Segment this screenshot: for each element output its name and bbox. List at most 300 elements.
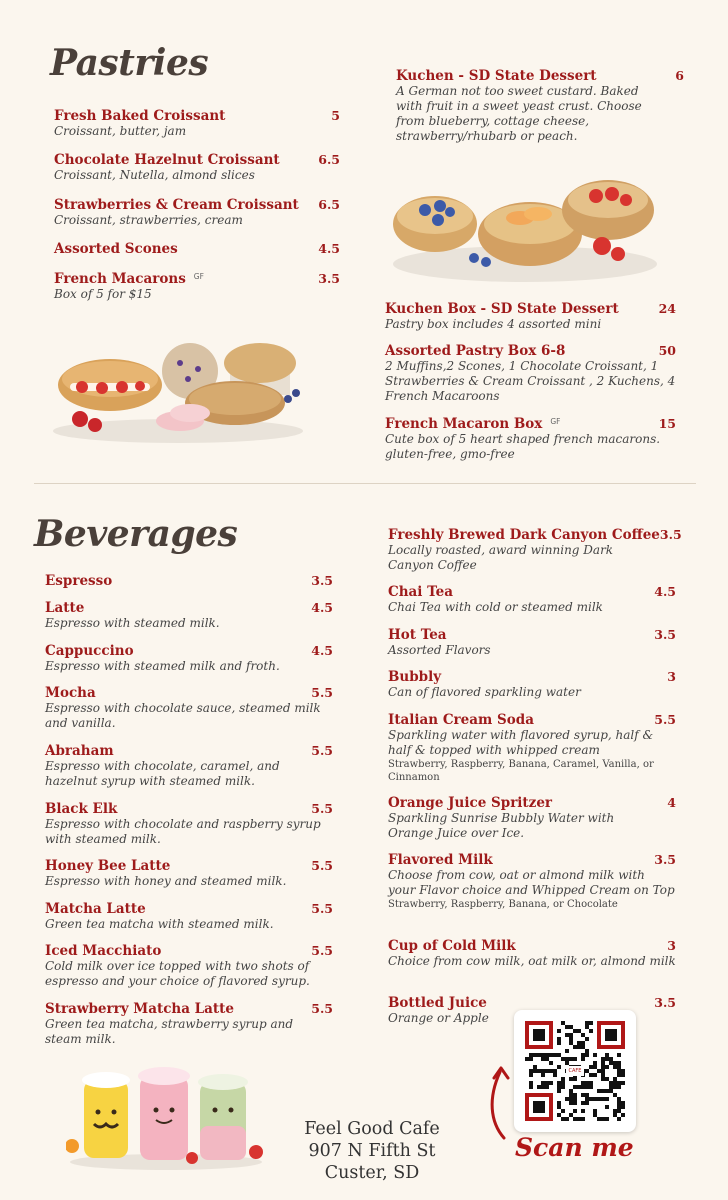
item-desc: Box of 5 for $15 <box>54 287 152 301</box>
item-desc: Croissant, butter, jam <box>54 124 187 138</box>
qr-module <box>537 1117 541 1121</box>
qr-module <box>557 1101 561 1105</box>
qr-module <box>597 1033 601 1037</box>
qr-module <box>565 1061 569 1065</box>
qr-module <box>569 1101 573 1105</box>
qr-module <box>569 1077 573 1081</box>
qr-module <box>601 1069 605 1073</box>
menu-item <box>54 108 340 139</box>
menu-item <box>45 858 333 889</box>
item-name: Kuchen Box - SD State Dessert <box>385 301 619 317</box>
qr-module <box>601 1073 605 1077</box>
item-desc: Choice from cow milk, oat milk or, almond milk <box>388 954 676 968</box>
qr-module <box>597 1037 601 1041</box>
qr-module <box>617 1097 621 1101</box>
qr-module <box>541 1105 545 1109</box>
qr-module <box>549 1025 553 1029</box>
qr-module <box>589 1029 593 1033</box>
qr-module <box>617 1081 621 1085</box>
qr-module <box>525 1105 529 1109</box>
item-desc: Espresso with honey and steamed milk. <box>45 874 287 888</box>
item-name: Orange Juice Spritzer <box>388 795 553 811</box>
qr-module <box>609 1021 613 1025</box>
qr-module <box>573 1109 577 1113</box>
qr-module <box>621 1069 625 1073</box>
qr-module <box>545 1021 549 1025</box>
qr-module <box>573 1117 577 1121</box>
qr-module <box>613 1113 617 1117</box>
item-price: 5.5 <box>311 901 333 916</box>
item-name: French Macarons $^{GF}$ <box>54 271 204 287</box>
qr-module <box>561 1057 565 1061</box>
qr-module <box>613 1081 617 1085</box>
qr-module <box>621 1081 625 1085</box>
qr-module <box>605 1097 609 1101</box>
qr-module <box>541 1037 545 1041</box>
qr-module <box>601 1089 605 1093</box>
qr-module <box>589 1021 593 1025</box>
qr-module <box>581 1101 585 1105</box>
qr-module <box>585 1101 589 1105</box>
city-state: Custer, SD <box>324 1163 420 1183</box>
item-options: Strawberry, Raspberry, Banana, Caramel, Vanilla, or Cinnamon <box>388 759 654 783</box>
qr-module <box>525 1117 529 1121</box>
qr-module <box>589 1081 593 1085</box>
qr-module <box>569 1037 573 1041</box>
item-name: Bubbly <box>388 669 442 685</box>
menu-item <box>388 669 676 700</box>
qr-module <box>589 1073 593 1077</box>
qr-module <box>549 1041 553 1045</box>
qr-module <box>553 1069 557 1073</box>
qr-module <box>617 1021 621 1025</box>
qr-module <box>545 1045 549 1049</box>
menu-item <box>388 795 676 841</box>
qr-module <box>557 1089 561 1093</box>
qr-module <box>597 1097 601 1101</box>
item-desc: Orange or Apple <box>388 1011 489 1025</box>
qr-module <box>545 1085 549 1089</box>
menu-item <box>54 197 340 228</box>
qr-module <box>617 1045 621 1049</box>
qr-module <box>537 1053 541 1057</box>
item-name: Chai Tea <box>388 584 453 600</box>
item-name: Bottled Juice <box>388 995 487 1011</box>
qr-module <box>549 1045 553 1049</box>
menu-item <box>45 643 333 674</box>
qr-module <box>549 1033 553 1037</box>
item-name: Mocha <box>45 685 96 701</box>
qr-module <box>613 1085 617 1089</box>
qr-module <box>541 1029 545 1033</box>
qr-module <box>557 1029 561 1033</box>
qr-module <box>597 1069 601 1073</box>
qr-module <box>597 1029 601 1033</box>
qr-caption: CAFE <box>566 1066 584 1076</box>
item-price: 3 <box>667 669 676 684</box>
menu-item <box>385 343 676 404</box>
arrow-icon <box>484 1062 518 1142</box>
item-price: 5.5 <box>654 712 676 727</box>
qr-module <box>529 1093 533 1097</box>
qr-module <box>533 1065 537 1069</box>
item-price: 3.5 <box>311 573 333 588</box>
qr-module <box>585 1025 589 1029</box>
qr-module <box>609 1061 613 1065</box>
qr-module <box>565 1097 569 1101</box>
qr-module <box>529 1045 533 1049</box>
qr-module <box>533 1045 537 1049</box>
qr-module <box>545 1057 549 1061</box>
qr-module <box>557 1065 561 1069</box>
item-price: 5.5 <box>311 685 333 700</box>
qr-module <box>621 1021 625 1025</box>
item-price: 4.5 <box>318 241 340 256</box>
scan-me-label: Scan me <box>515 1133 634 1162</box>
item-desc: Sparkling Sunrise Bubbly Water with Orange Juice over Ice. <box>388 811 615 840</box>
menu-item <box>388 584 676 615</box>
qr-module <box>537 1029 541 1033</box>
qr-module <box>541 1085 545 1089</box>
qr-module <box>549 1101 553 1105</box>
qr-module <box>537 1109 541 1113</box>
item-desc: Green tea matcha, strawberry syrup and steam milk. <box>45 1017 294 1046</box>
qr-module <box>605 1033 609 1037</box>
qr-module <box>529 1021 533 1025</box>
qr-module <box>529 1073 533 1077</box>
qr-module <box>557 1105 561 1109</box>
qr-module <box>621 1113 625 1117</box>
qr-module <box>573 1093 577 1097</box>
item-price: 4.5 <box>311 600 333 615</box>
qr-module <box>569 1041 573 1045</box>
qr-module <box>569 1089 573 1093</box>
item-name: Italian Cream Soda <box>388 712 534 728</box>
qr-module <box>585 1097 589 1101</box>
qr-module <box>617 1061 621 1065</box>
item-price: 5 <box>331 108 340 123</box>
qr-module <box>585 1093 589 1097</box>
qr-module <box>581 1033 585 1037</box>
qr-code[interactable] <box>514 1010 636 1132</box>
qr-module <box>561 1117 565 1121</box>
qr-module <box>617 1085 621 1089</box>
qr-module <box>589 1065 593 1069</box>
qr-module <box>593 1065 597 1069</box>
item-desc: Cute box of 5 heart shaped french macarons. gluten-free, gmo-free <box>385 432 661 461</box>
qr-module <box>605 1029 609 1033</box>
qr-module <box>541 1109 545 1113</box>
qr-module <box>585 1037 589 1041</box>
qr-module <box>613 1045 617 1049</box>
qr-module <box>605 1021 609 1025</box>
qr-module <box>569 1093 573 1097</box>
qr-module <box>573 1045 577 1049</box>
qr-module <box>593 1113 597 1117</box>
qr-module <box>621 1101 625 1105</box>
item-desc: A German not too sweet custard. Baked with fruit in a sweet yeast crust. Choose from blueberry, cottage cheese, strawberry/rhubarb or peach. <box>396 84 642 143</box>
qr-module <box>605 1077 609 1081</box>
pastries-image <box>50 335 306 445</box>
qr-module <box>581 1045 585 1049</box>
qr-module <box>537 1101 541 1105</box>
qr-module <box>525 1101 529 1105</box>
qr-module <box>529 1053 533 1057</box>
qr-module <box>569 1025 573 1029</box>
menu-item <box>54 271 340 302</box>
item-desc: Assorted Flavors <box>388 643 491 657</box>
qr-module <box>561 1081 565 1085</box>
item-price: 3.5 <box>654 852 676 867</box>
qr-module <box>525 1045 529 1049</box>
qr-module <box>573 1057 577 1061</box>
qr-module <box>613 1033 617 1037</box>
qr-module <box>585 1049 589 1053</box>
qr-module <box>529 1057 533 1061</box>
qr-module <box>549 1053 553 1057</box>
qr-module <box>529 1085 533 1089</box>
qr-module <box>557 1085 561 1089</box>
item-price: 24 <box>658 301 676 316</box>
item-desc: Locally roasted, award winning Dark Canyon Coffee <box>388 543 614 572</box>
qr-module <box>541 1053 545 1057</box>
item-price: 4 <box>667 795 676 810</box>
qr-module <box>613 1093 617 1097</box>
qr-module <box>557 1081 561 1085</box>
qr-module <box>585 1081 589 1085</box>
menu-item <box>45 901 333 932</box>
qr-module <box>581 1085 585 1089</box>
menu-item <box>385 416 676 462</box>
item-price: 4.5 <box>654 584 676 599</box>
qr-module <box>565 1033 569 1037</box>
qr-module <box>605 1045 609 1049</box>
qr-module <box>601 1117 605 1121</box>
qr-module <box>549 1069 553 1073</box>
item-name: Cup of Cold Milk <box>388 938 516 954</box>
item-price: 3.5 <box>318 271 340 286</box>
qr-module <box>549 1093 553 1097</box>
cafe-address <box>292 1118 452 1184</box>
qr-module <box>529 1069 533 1073</box>
qr-module <box>593 1097 597 1101</box>
qr-module <box>581 1109 585 1113</box>
menu-item <box>45 1001 333 1047</box>
qr-module <box>541 1081 545 1085</box>
qr-module <box>609 1081 613 1085</box>
item-price: 5.5 <box>311 743 333 758</box>
qr-module <box>533 1029 537 1033</box>
qr-module <box>581 1081 585 1085</box>
qr-module <box>605 1053 609 1057</box>
qr-module <box>545 1053 549 1057</box>
qr-module <box>621 1029 625 1033</box>
qr-module <box>549 1037 553 1041</box>
qr-module <box>573 1101 577 1105</box>
qr-module <box>585 1069 589 1073</box>
qr-module <box>541 1069 545 1073</box>
qr-module <box>561 1077 565 1081</box>
item-name: Honey Bee Latte <box>45 858 171 874</box>
qr-module <box>525 1025 529 1029</box>
qr-module <box>621 1073 625 1077</box>
qr-module <box>549 1029 553 1033</box>
qr-module <box>597 1041 601 1045</box>
qr-module <box>525 1093 529 1097</box>
qr-module <box>597 1045 601 1049</box>
item-desc: Pastry box includes 4 assorted mini <box>385 317 602 331</box>
qr-module <box>561 1085 565 1089</box>
pastries-title: Pastries <box>50 42 209 84</box>
qr-module <box>609 1057 613 1061</box>
qr-module <box>593 1053 597 1057</box>
qr-module <box>585 1085 589 1089</box>
item-price: 5.5 <box>311 1001 333 1016</box>
qr-module <box>617 1101 621 1105</box>
qr-module <box>525 1113 529 1117</box>
qr-module <box>621 1025 625 1029</box>
item-desc: Can of flavored sparkling water <box>388 685 581 699</box>
qr-module <box>601 1077 605 1081</box>
qr-module <box>605 1037 609 1041</box>
qr-module <box>617 1117 621 1121</box>
qr-module <box>533 1037 537 1041</box>
qr-module <box>601 1065 605 1069</box>
menu-item <box>388 527 682 573</box>
item-name: Chocolate Hazelnut Croissant <box>54 152 280 168</box>
qr-module <box>621 1037 625 1041</box>
qr-module <box>549 1117 553 1121</box>
gf-badge: GF <box>550 417 561 426</box>
qr-module <box>621 1041 625 1045</box>
qr-module <box>553 1073 557 1077</box>
item-name: Assorted Pastry Box 6-8 <box>385 343 566 359</box>
qr-module <box>577 1029 581 1033</box>
qr-module <box>621 1045 625 1049</box>
qr-module <box>525 1033 529 1037</box>
qr-module <box>565 1049 569 1053</box>
qr-module <box>613 1077 617 1081</box>
qr-module <box>529 1117 533 1121</box>
menu-item <box>388 852 676 911</box>
qr-module <box>605 1105 609 1109</box>
qr-module <box>561 1109 565 1113</box>
qr-module <box>581 1057 585 1061</box>
item-desc: Choose from cow, oat or almond milk with your Flavor choice and Whipped Cream on Top <box>388 868 675 897</box>
qr-module <box>549 1061 553 1065</box>
qr-module <box>533 1105 537 1109</box>
qr-module <box>573 1085 577 1089</box>
item-desc: 2 Muffins,2 Scones, 1 Chocolate Croissant, 1 Strawberries & Cream Croissant , 2 Kuchens, 4 French Macaroons <box>385 359 676 403</box>
qr-module <box>525 1097 529 1101</box>
qr-module <box>589 1097 593 1101</box>
qr-module <box>533 1053 537 1057</box>
qr-module <box>597 1117 601 1121</box>
qr-module <box>565 1057 569 1061</box>
qr-module <box>533 1033 537 1037</box>
qr-module <box>549 1021 553 1025</box>
qr-module <box>533 1021 537 1025</box>
item-name: Iced Macchiato <box>45 943 162 959</box>
qr-module <box>541 1101 545 1105</box>
qr-module <box>565 1025 569 1029</box>
item-name: Flavored Milk <box>388 852 493 868</box>
item-name: Espresso <box>45 573 113 589</box>
item-price: 3 <box>667 938 676 953</box>
qr-module <box>537 1105 541 1109</box>
item-name: Matcha Latte <box>45 901 146 917</box>
qr-module <box>573 1029 577 1033</box>
qr-module <box>617 1053 621 1057</box>
item-desc: Croissant, Nutella, almond slices <box>54 168 255 182</box>
item-desc: Espresso with steamed milk and froth. <box>45 659 280 673</box>
qr-module <box>601 1097 605 1101</box>
qr-module <box>585 1053 589 1057</box>
item-desc: Sparkling water with flavored syrup, half & half & topped with whipped cream <box>388 728 654 757</box>
menu-item <box>388 627 676 658</box>
qr-module <box>557 1041 561 1045</box>
qr-module <box>525 1041 529 1045</box>
qr-module <box>537 1069 541 1073</box>
item-name: Kuchen - SD State Dessert <box>396 68 597 84</box>
item-desc: Green tea matcha with steamed milk. <box>45 917 274 931</box>
qr-module <box>601 1061 605 1065</box>
item-desc: Chai Tea with cold or steamed milk <box>388 600 603 614</box>
qr-module <box>593 1073 597 1077</box>
qr-module <box>613 1021 617 1025</box>
menu-item <box>54 241 340 257</box>
menu-item <box>388 938 676 969</box>
item-price: 4.5 <box>311 643 333 658</box>
qr-module <box>605 1117 609 1121</box>
item-price: 5.5 <box>311 943 333 958</box>
qr-module <box>557 1053 561 1057</box>
qr-module <box>569 1113 573 1117</box>
qr-module <box>541 1033 545 1037</box>
item-desc: Espresso with chocolate sauce, steamed milk and vanilla. <box>45 701 321 730</box>
qr-module <box>613 1029 617 1033</box>
street-address: 907 N Fifth St <box>308 1141 436 1161</box>
menu-item <box>45 743 333 789</box>
qr-module <box>581 1093 585 1097</box>
menu-item <box>45 943 333 989</box>
qr-module <box>573 1097 577 1101</box>
qr-module <box>549 1097 553 1101</box>
item-price: 6.5 <box>318 197 340 212</box>
menu-item <box>45 573 333 589</box>
qr-module <box>545 1069 549 1073</box>
qr-module <box>533 1069 537 1073</box>
qr-module <box>533 1109 537 1113</box>
qr-module <box>537 1093 541 1097</box>
qr-module <box>609 1029 613 1033</box>
qr-module <box>545 1093 549 1097</box>
item-desc: Cold milk over ice topped with two shots of espresso and your choice of flavored syrup. <box>45 959 310 988</box>
qr-module <box>585 1021 589 1025</box>
menu-item <box>385 301 676 332</box>
item-name: Strawberries & Cream Croissant <box>54 197 299 213</box>
qr-module <box>577 1117 581 1121</box>
qr-module <box>549 1109 553 1113</box>
qr-module <box>597 1025 601 1029</box>
menu-item <box>396 68 684 144</box>
qr-module <box>549 1081 553 1085</box>
item-desc: Espresso with steamed milk. <box>45 616 220 630</box>
qr-module <box>573 1077 577 1081</box>
item-name: Black Elk <box>45 801 118 817</box>
menu-item <box>388 712 676 784</box>
qr-module <box>617 1073 621 1077</box>
